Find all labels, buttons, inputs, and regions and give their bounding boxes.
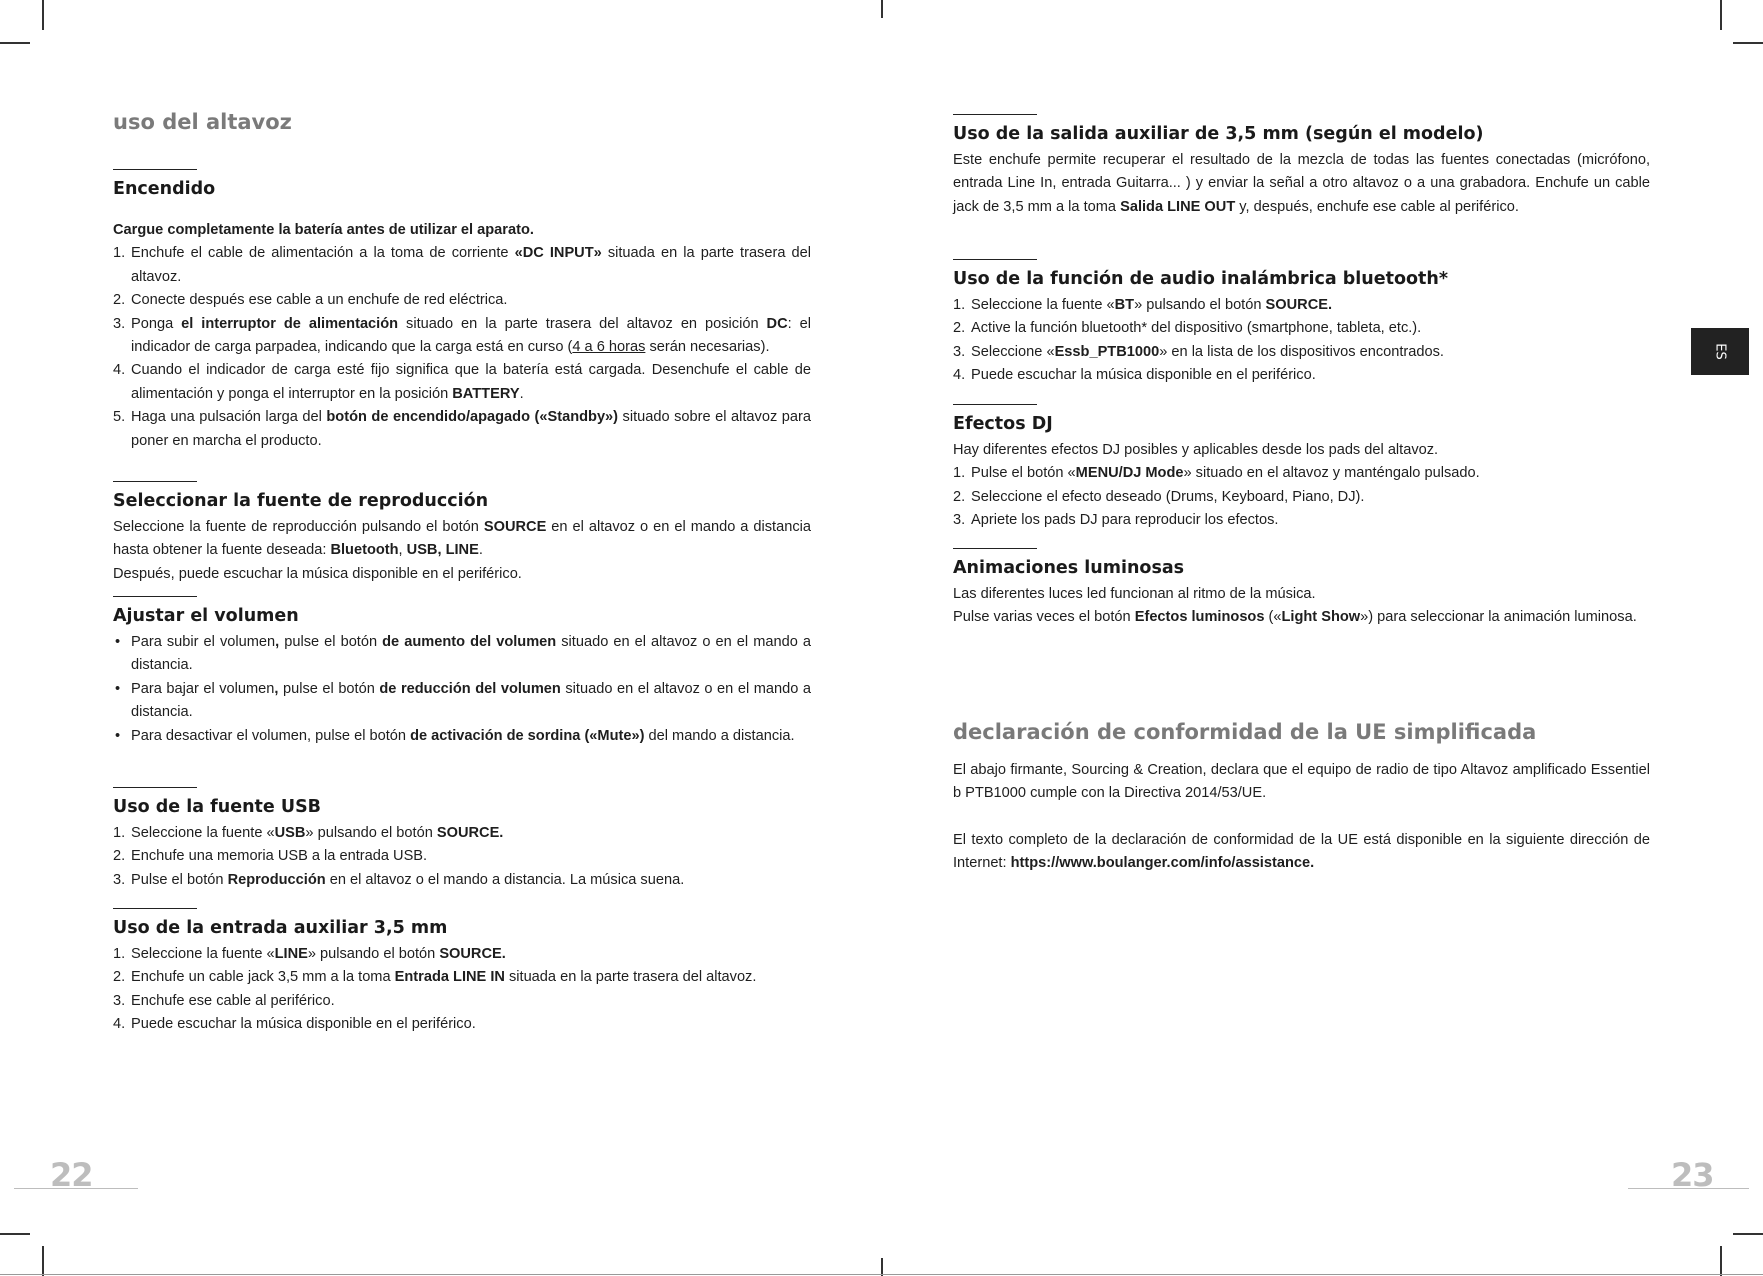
language-tab — [1691, 328, 1749, 375]
underlined-text: 4 a 6 horas — [572, 339, 646, 356]
text-run: en el altavoz o el mando a distancia. La música suena. — [325, 871, 685, 888]
text-run: Pulse el botón « — [971, 465, 1076, 482]
bold-text: SOURCE. — [1265, 297, 1333, 313]
text-run: El texto completo de la declaración de conformidad de la UE está disponible en la siguiente dirección de Internet: — [953, 831, 1650, 872]
text-run: » pulsando el botón — [307, 946, 440, 962]
text-run: : el indicador de carga parpadea, indicando que la carga está en curso ( — [131, 315, 812, 356]
list-item — [953, 462, 1650, 485]
seleccionar-paragraph — [113, 516, 811, 563]
luces-paragraph-1: Las diferentes luces led funcionan al ritmo de la música. — [953, 586, 1316, 602]
list-number: 4. — [113, 1016, 126, 1033]
text-run: Para desactivar el volumen, pulse el botón — [131, 727, 411, 744]
list-item-text — [131, 242, 811, 289]
seleccionar-paragraph-2: Después, puede escuchar la música disponible en el periférico. — [113, 565, 522, 582]
bullet-marker: • — [115, 634, 121, 650]
bold-text: LINE — [274, 946, 308, 962]
list-item-text — [131, 359, 811, 406]
declaracion-paragraph-1: El abajo firmante, Sourcing & Creation, declara que el equipo de radio de tipo Altavoz amplificado Essentiel b PTB1000 cumple con la Directiva 2014/53/UE. — [953, 762, 1650, 802]
list-item-text — [131, 289, 811, 312]
dj-intro: Hay diferentes efectos DJ posibles y aplicables desde los pads del altavoz. — [953, 442, 1439, 458]
list-item — [113, 725, 811, 748]
crop-mark — [42, 1246, 44, 1276]
aux-in-steps — [113, 943, 811, 1037]
heading-encendido: Encendido — [113, 179, 216, 199]
bold-text: el interruptor de alimentación — [181, 315, 399, 332]
text-run: Apriete los pads DJ para reproducir los efectos. — [971, 512, 1279, 529]
text-run: . — [478, 542, 483, 559]
text-run: pulse el botón — [279, 634, 383, 650]
crop-mark — [0, 1233, 30, 1235]
list-item-text — [131, 869, 811, 892]
bold-text: SOURCE. — [439, 946, 506, 962]
bold-text: Reproducción — [227, 871, 326, 888]
declaracion-paragraph-2 — [953, 829, 1650, 876]
bold-text: MENU/DJ Mode — [1075, 465, 1184, 482]
bold-text: BATTERY — [452, 385, 520, 402]
bold-text: SOURCE. — [436, 825, 504, 841]
list-item — [113, 313, 811, 360]
text-run: Conecte después ese cable a un enchufe de red eléctrica. — [131, 292, 508, 309]
text-run: situado en el altavoz o en el mando a distancia. — [131, 634, 811, 674]
text-run: . — [519, 385, 524, 402]
list-item — [113, 822, 811, 845]
section-seleccionar-fuente — [113, 481, 811, 586]
text-run: situado en el altavoz o en el mando a distancia. — [131, 680, 811, 721]
list-number: 2. — [953, 320, 966, 337]
text-run: Haga una pulsación larga del — [131, 409, 327, 426]
bold-text: USB, LINE — [406, 542, 479, 559]
text-run: Enchufe el cable de alimentación a la toma de corriente — [131, 245, 515, 262]
list-item-text — [971, 341, 1650, 364]
list-item — [113, 406, 811, 453]
list-item-text — [971, 294, 1650, 317]
bold-text: de activación de sordina («Mute») — [410, 727, 645, 744]
text-run: del mando a distancia. — [644, 727, 795, 744]
text-run: Pulse varias veces el botón — [953, 609, 1135, 626]
crop-mark — [881, 0, 883, 18]
list-item-text — [131, 631, 811, 678]
bold-text: DC — [766, 315, 788, 332]
list-number: 3. — [953, 512, 966, 529]
text-run: Enchufe ese cable al periférico. — [131, 992, 335, 1009]
text-run: Cuando el indicador de carga esté fijo significa que la batería está cargada. Desenchufe el cable de alimentación y ponga el interruptor en la posición — [131, 362, 811, 402]
list-number: 4. — [953, 367, 966, 384]
usb-steps — [113, 822, 811, 892]
page-number-right: 23 — [1671, 1156, 1714, 1194]
crop-mark — [1720, 0, 1722, 30]
list-item-text — [131, 313, 811, 360]
section-rule — [113, 787, 197, 788]
volumen-bullets — [113, 631, 811, 748]
section-title-uso-del-altavoz: uso del altavoz — [113, 110, 292, 134]
list-item-text — [131, 845, 811, 868]
list-number: 2. — [113, 969, 126, 986]
list-item — [113, 869, 811, 892]
section-title-declaracion: declaración de conformidad de la UE simplificada — [953, 720, 1537, 744]
list-item — [953, 317, 1650, 340]
bold-text: USB — [274, 825, 306, 841]
section-rule — [953, 259, 1037, 260]
text-run: situado en la parte trasera del altavoz en posición — [398, 315, 767, 332]
section-ajustar-volumen — [113, 596, 811, 748]
section-salida-auxiliar — [953, 114, 1650, 219]
section-entrada-auxiliar — [113, 908, 811, 1037]
list-number: 3. — [113, 992, 126, 1009]
bold-text: https://www.boulanger.com/info/assistance. — [1010, 855, 1315, 872]
heading-fuente-usb: Uso de la fuente USB — [113, 797, 322, 817]
list-item — [113, 359, 811, 406]
crop-mark — [0, 42, 30, 44]
text-run: » pulsando el botón — [305, 825, 437, 841]
section-rule — [953, 404, 1037, 405]
encendido-intro: Cargue completamente la batería antes de utilizar el aparato. — [113, 222, 534, 238]
section-animaciones-luminosas — [953, 548, 1650, 630]
bluetooth-steps — [953, 294, 1650, 388]
text-run: » en la lista de los dispositivos encontrados. — [1159, 343, 1444, 360]
text-run: situado sobre el altavoz para poner en marcha el producto. — [131, 409, 811, 449]
language-tab-label: ES — [1712, 343, 1728, 360]
encendido-steps — [113, 242, 811, 453]
section-declaracion — [953, 759, 1650, 876]
text-run: y, después, enchufe ese cable al periférico. — [1235, 198, 1519, 215]
text-run: Este enchufe permite recuperar el resultado de la mezcla de todas las fuentes conectadas (micrófono, entrada Line In, entrada Guitarra... ) y enviar la señal a otro altavoz o a una grabadora. Enchufe un cable jack de 3,5 mm a la toma — [953, 152, 1650, 215]
bold-text: Light Show — [1281, 609, 1361, 626]
text-run: » pulsando el botón — [1134, 297, 1266, 313]
list-item — [953, 341, 1650, 364]
list-item — [953, 486, 1650, 509]
list-item — [113, 242, 811, 289]
section-rule — [953, 114, 1037, 115]
text-run: Active la función bluetooth* del dispositivo (smartphone, tableta, etc.). — [971, 320, 1422, 337]
text-run: Para subir el volumen — [131, 634, 276, 650]
heading-salida-auxiliar: Uso de la salida auxiliar de 3,5 mm (según el modelo) — [953, 124, 1484, 144]
list-number: 1. — [113, 245, 126, 262]
text-run: Seleccione la fuente de reproducción pulsando el botón — [113, 519, 484, 535]
bold-text: BT — [1114, 297, 1135, 313]
list-number: 3. — [953, 343, 966, 360]
list-item — [113, 289, 811, 312]
bold-text: de reducción del volumen — [379, 680, 561, 697]
section-rule — [113, 169, 197, 170]
list-item — [113, 845, 811, 868]
list-number: 4. — [113, 362, 126, 379]
list-item — [113, 990, 811, 1013]
list-item-text — [971, 509, 1650, 532]
list-number: 2. — [113, 292, 126, 309]
list-number: 3. — [113, 315, 126, 332]
bottom-edge-line — [0, 1274, 1763, 1275]
heading-seleccionar-fuente: Seleccionar la fuente de reproducción — [113, 491, 489, 511]
text-run: Puede escuchar la música disponible en el periférico. — [971, 367, 1316, 384]
bold-text: «DC INPUT» — [514, 245, 602, 262]
list-item-text — [131, 1013, 811, 1036]
text-run: Seleccione la fuente « — [971, 297, 1115, 313]
text-run: (« — [1264, 609, 1282, 626]
list-item — [953, 294, 1650, 317]
heading-ajustar-volumen: Ajustar el volumen — [113, 606, 299, 626]
list-item — [113, 1013, 811, 1036]
list-item-text — [131, 678, 811, 725]
list-number: 1. — [113, 825, 126, 841]
list-item — [113, 631, 811, 678]
section-rule — [113, 481, 197, 482]
page-number-left: 22 — [50, 1156, 93, 1194]
bold-text: Essb_PTB1000 — [1054, 343, 1160, 360]
bold-text: Bluetooth — [330, 542, 399, 559]
section-encendido — [113, 169, 811, 453]
text-run: » situado en el altavoz y manténgalo pulsado. — [1183, 465, 1480, 482]
text-run: en el altavoz o en el mando a distancia hasta obtener la fuente deseada: — [113, 519, 811, 559]
bullet-marker: • — [115, 727, 121, 744]
list-item-text — [971, 486, 1650, 509]
text-run: ») para seleccionar la animación luminosa. — [1360, 609, 1637, 626]
heading-entrada-auxiliar: Uso de la entrada auxiliar 3,5 mm — [113, 918, 448, 938]
heading-efectos-dj: Efectos DJ — [953, 414, 1053, 434]
crop-mark — [1720, 1246, 1722, 1276]
crop-mark — [1733, 42, 1763, 44]
text-run: serán necesarias). — [645, 339, 770, 356]
list-number: 1. — [113, 946, 126, 962]
section-fuente-usb — [113, 787, 811, 892]
text-run: Ponga — [131, 315, 182, 332]
list-item-text — [131, 406, 811, 453]
text-run: Seleccione la fuente « — [131, 825, 275, 841]
list-item — [113, 678, 811, 725]
section-rule — [953, 548, 1037, 549]
text-run: Enchufe una memoria USB a la entrada USB. — [131, 848, 428, 865]
text-run: , — [398, 542, 407, 559]
bold-text: de aumento del volumen — [382, 634, 557, 650]
list-item-text — [131, 966, 811, 989]
bold-text: Efectos luminosos — [1134, 609, 1265, 626]
list-item-text — [131, 822, 811, 845]
heading-bluetooth: Uso de la función de audio inalámbrica bluetooth* — [953, 269, 1448, 289]
heading-animaciones-luminosas: Animaciones luminosas — [953, 558, 1185, 578]
luces-paragraph-2 — [953, 606, 1650, 629]
list-number: 2. — [113, 848, 126, 865]
text-run: Seleccione el efecto deseado (Drums, Keyboard, Piano, DJ). — [971, 488, 1365, 505]
list-number: 3. — [113, 871, 126, 888]
list-item — [953, 364, 1650, 387]
list-item — [953, 509, 1650, 532]
section-rule — [113, 596, 197, 597]
list-item-text — [131, 990, 811, 1013]
crop-mark — [1733, 1233, 1763, 1235]
text-run: Seleccione la fuente « — [131, 946, 275, 962]
list-item-text — [131, 943, 811, 966]
bold-text: Salida LINE OUT — [1120, 198, 1236, 215]
bold-text: , — [275, 634, 280, 650]
text-run: Seleccione « — [971, 343, 1055, 360]
list-item — [113, 943, 811, 966]
list-item-text — [971, 317, 1650, 340]
salida-auxiliar-paragraph — [953, 149, 1650, 219]
text-run: situada en la parte trasera del altavoz. — [131, 245, 811, 285]
text-run: Puede escuchar la música disponible en el periférico. — [131, 1016, 476, 1033]
list-number: 2. — [953, 488, 966, 505]
bold-text: botón de encendido/apagado («Standby») — [326, 409, 619, 426]
list-item-text — [971, 462, 1650, 485]
text-run: situada en la parte trasera del altavoz. — [504, 969, 757, 986]
list-item-text — [971, 364, 1650, 387]
list-item — [113, 966, 811, 989]
list-number: 1. — [953, 465, 966, 482]
text-run: Enchufe un cable jack 3,5 mm a la toma — [131, 969, 395, 986]
list-item-text — [131, 725, 811, 748]
text-run: Para bajar el volumen — [131, 680, 275, 697]
list-number: 5. — [113, 409, 126, 426]
dj-steps — [953, 462, 1650, 532]
bullet-marker: • — [115, 680, 121, 697]
crop-mark — [42, 0, 44, 30]
bold-text: , — [274, 680, 279, 697]
section-rule — [113, 908, 197, 909]
text-run: Pulse el botón — [131, 871, 228, 888]
list-number: 1. — [953, 297, 966, 313]
section-efectos-dj — [953, 404, 1650, 533]
bold-text: SOURCE — [483, 519, 547, 535]
section-bluetooth — [953, 259, 1650, 388]
text-run: pulse el botón — [278, 680, 380, 697]
bold-text: Entrada LINE IN — [394, 969, 505, 986]
